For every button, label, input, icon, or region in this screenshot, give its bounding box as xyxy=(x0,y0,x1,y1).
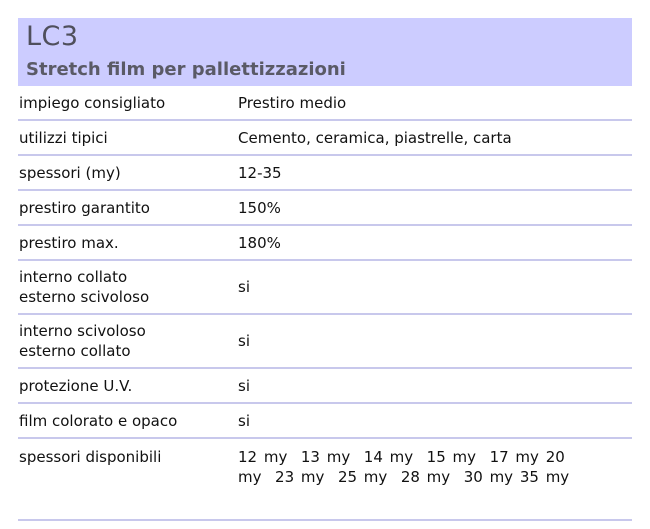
table-row xyxy=(18,155,632,190)
spec-value: Prestiro medio xyxy=(238,86,632,120)
thickness-item: 15 my xyxy=(426,448,477,466)
spec-label-line: interno scivoloso xyxy=(19,322,146,340)
spec-label: film colorato e opaco xyxy=(18,403,238,438)
spec-value: Cemento, ceramica, piastrelle, carta xyxy=(238,120,632,155)
spec-label xyxy=(18,314,238,368)
spec-label: prestiro max. xyxy=(18,225,238,260)
spec-value xyxy=(238,438,632,520)
product-subtitle: Stretch film per pallettizzazioni xyxy=(26,59,346,80)
table-row xyxy=(18,86,632,120)
spec-label: spessori disponibili xyxy=(18,438,238,520)
thickness-item: 14 my xyxy=(363,448,414,466)
thickness-item: 35 my xyxy=(519,468,570,486)
table-row xyxy=(18,120,632,155)
spec-value: si xyxy=(238,368,632,403)
spec-label: utilizzi tipici xyxy=(18,120,238,155)
spec-label: impiego consigliato xyxy=(18,86,238,120)
spec-value: si xyxy=(238,403,632,438)
thickness-item: 20 my xyxy=(238,448,565,486)
table-row xyxy=(18,260,632,314)
product-code: LC3 xyxy=(26,21,79,52)
thickness-item: 23 my xyxy=(275,468,325,486)
table-row xyxy=(18,438,632,520)
thickness-item: 13 my xyxy=(300,448,351,466)
thickness-item: 30 my xyxy=(463,468,514,486)
thickness-item: 12 my xyxy=(238,448,288,466)
spec-label: spessori (my) xyxy=(18,155,238,190)
table-row xyxy=(18,190,632,225)
spec-label-line: esterno collato xyxy=(19,342,131,360)
product-header xyxy=(18,18,632,86)
spec-value: 12-35 xyxy=(238,155,632,190)
product-sheet xyxy=(18,18,632,521)
spec-label: protezione U.V. xyxy=(18,368,238,403)
table-row xyxy=(18,225,632,260)
table-row xyxy=(18,314,632,368)
thickness-item: 28 my xyxy=(400,468,451,486)
thickness-item: 17 my xyxy=(489,448,539,466)
thickness-item: 25 my xyxy=(337,468,388,486)
table-row xyxy=(18,368,632,403)
spec-label: prestiro garantito xyxy=(18,190,238,225)
spec-table xyxy=(18,86,632,521)
spec-value: 180% xyxy=(238,225,632,260)
spec-label-line: interno collato xyxy=(19,268,128,286)
spec-label-line: esterno scivoloso xyxy=(19,288,150,306)
spec-value: si xyxy=(238,314,632,368)
spec-value: 150% xyxy=(238,190,632,225)
spec-value: si xyxy=(238,260,632,314)
spec-label xyxy=(18,260,238,314)
thickness-list xyxy=(238,447,598,487)
table-row xyxy=(18,403,632,438)
